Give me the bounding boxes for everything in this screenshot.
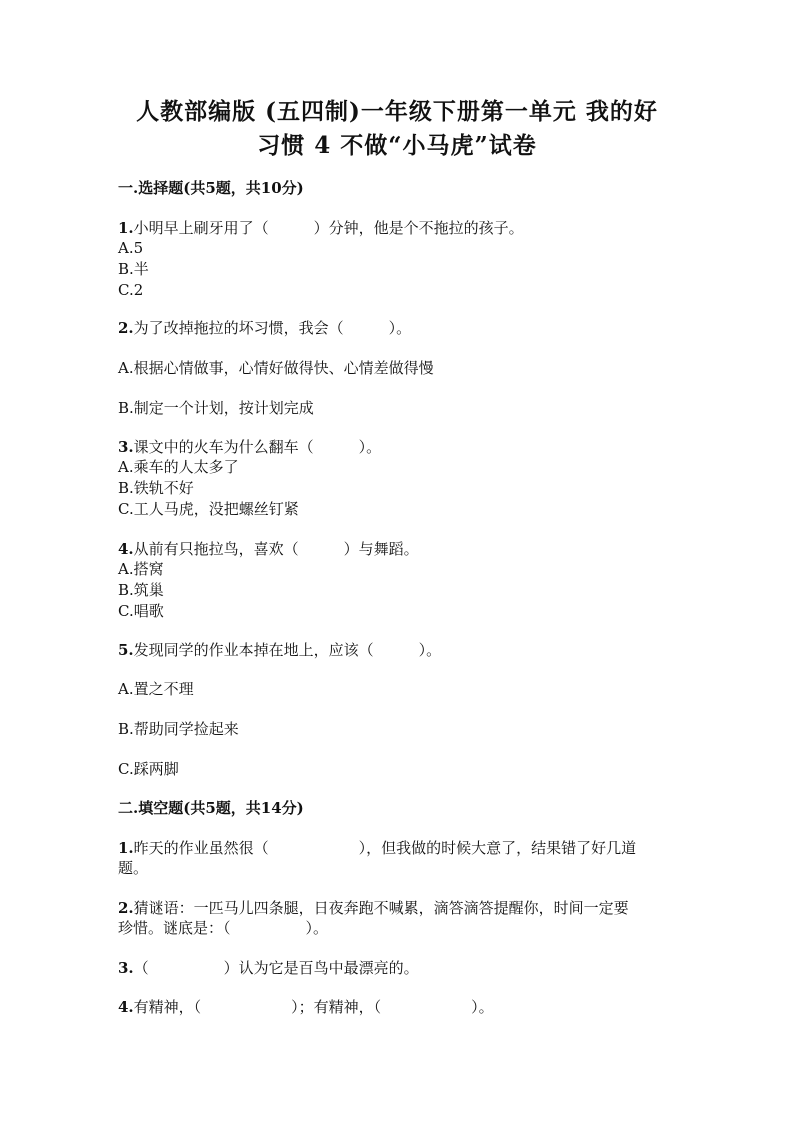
option-b: B.帮助同学捡起来 <box>118 720 239 738</box>
question-number: 1. <box>118 219 134 237</box>
fill-question-4 <box>118 997 494 1017</box>
exam-title-line1: 人教部编版 (五四制)一年级下册第一单元 我的好 <box>136 98 658 125</box>
fill-question-1 <box>118 838 636 858</box>
question-number: 1. <box>118 839 134 857</box>
option-c: C.工人马虎，没把螺丝钉紧 <box>118 500 299 518</box>
question-2 <box>118 318 411 338</box>
question-text: 昨天的作业虽然很（ ），但我做的时候大意了，结果错了好几道 <box>133 839 637 857</box>
option-a: A.乘车的人太多了 <box>118 458 239 476</box>
option-c: C.2 <box>118 281 144 299</box>
question-text: 课文中的火车为什么翻车（ ）。 <box>133 438 382 456</box>
option-b: B.筑巢 <box>118 581 164 599</box>
question-text: （ ）认为它是百鸟中最漂亮的。 <box>133 959 419 977</box>
question-number: 2. <box>118 899 134 917</box>
fill-question-3 <box>118 958 419 978</box>
question-number: 3. <box>118 959 134 977</box>
option-a: A.搭窝 <box>118 560 164 578</box>
option-a: A.5 <box>118 239 144 257</box>
option-b: B.铁轨不好 <box>118 479 194 497</box>
question-4 <box>118 539 419 559</box>
option-a: A.置之不理 <box>118 680 194 698</box>
question-text: 为了改掉拖拉的坏习惯，我会（ ）。 <box>133 319 412 337</box>
question-text: 从前有只拖拉鸟，喜欢（ ）与舞蹈。 <box>133 540 419 558</box>
question-number: 4. <box>118 540 134 558</box>
fill-question-2-cont: 珍惜。谜底是：（ ）。 <box>118 919 329 937</box>
question-1 <box>118 218 524 238</box>
section2-heading: 二.填空题(共5题，共14分) <box>118 799 304 817</box>
question-text: 猜谜语：一匹马儿四条腿，日夜奔跑不喊累，滴答滴答提醒你，时间一定要 <box>133 899 629 917</box>
exam-title-line2: 习惯 4 不做“小马虎”试卷 <box>257 132 537 159</box>
question-text: 小明早上刷牙用了（ ）分钟，他是个不拖拉的孩子。 <box>133 219 524 237</box>
option-c: C.踩两脚 <box>118 760 179 778</box>
question-number: 3. <box>118 438 134 456</box>
option-b: B.制定一个计划，按计划完成 <box>118 399 314 417</box>
question-number: 5. <box>118 641 134 659</box>
question-5 <box>118 640 441 660</box>
question-text: 发现同学的作业本掉在地上，应该（ ）。 <box>133 641 442 659</box>
option-b: B.半 <box>118 260 149 278</box>
option-a: A.根据心情做事，心情好做得快、心情差做得慢 <box>118 359 434 377</box>
fill-question-1-cont: 题。 <box>118 859 149 877</box>
fill-question-2 <box>118 898 629 918</box>
question-number: 4. <box>118 998 134 1016</box>
question-number: 2. <box>118 319 134 337</box>
option-c: C.唱歌 <box>118 602 164 620</box>
section1-heading: 一.选择题(共5题，共10分) <box>118 179 304 197</box>
question-3 <box>118 437 381 457</box>
question-text: 有精神，（ ）；有精神，（ ）。 <box>133 998 494 1016</box>
